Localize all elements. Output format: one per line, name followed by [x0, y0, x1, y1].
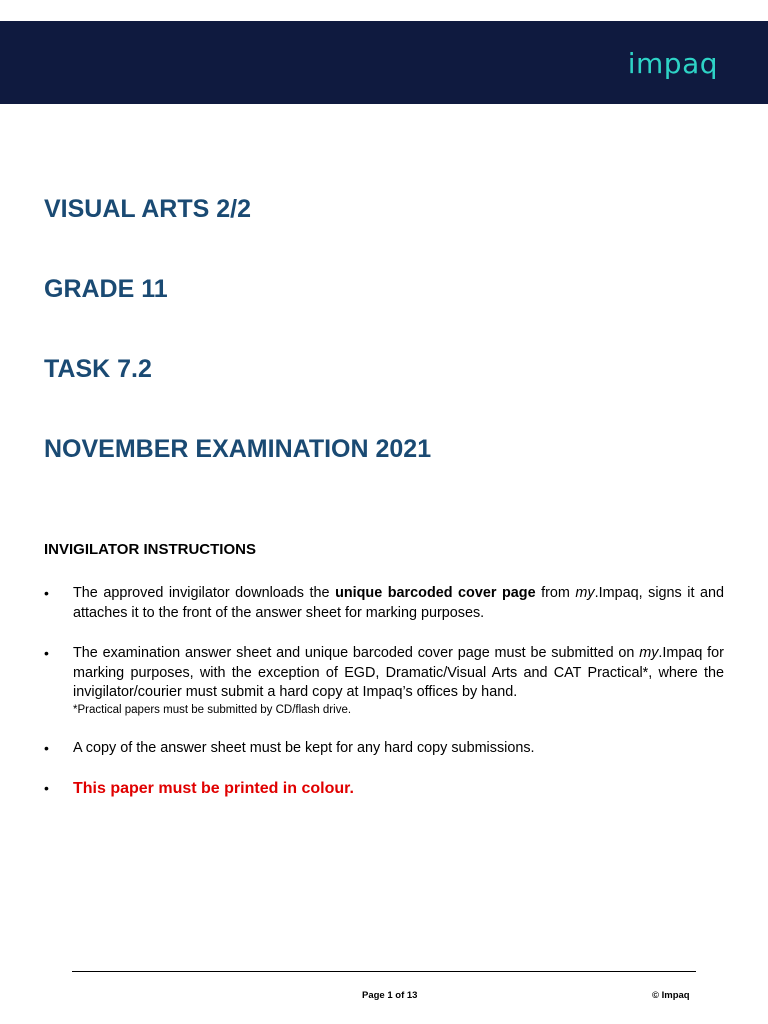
bullet-icon: •	[44, 780, 49, 796]
impaq-logo: impaq	[627, 47, 718, 80]
instruction-item-2: • The examination answer sheet and unique barcoded cover page must be submitted on my.Impaq for marking purposes, with the exception of EGD, Dramatic/Visual Arts and CAT Practical*, where the invigilator/courier must submit a hard copy at Impaq’s offices by hand. *Practical papers must be submitted by CD/flash drive.	[44, 645, 724, 716]
page-number: Page 1 of 13	[362, 990, 418, 1001]
copyright: © Impaq	[652, 990, 690, 1001]
bullet-icon: •	[44, 645, 49, 661]
grade-title: GRADE 11	[44, 275, 168, 303]
bullet-icon: •	[44, 585, 49, 601]
subject-title: VISUAL ARTS 2/2	[44, 195, 251, 223]
instructions-list	[44, 584, 724, 799]
instruction-item-1: • The approved invigilator downloads the unique barcoded cover page from my.Impaq, signs it and attaches it to the front of the answer sheet for marking purposes.	[44, 585, 724, 621]
exam-title: NOVEMBER EXAMINATION 2021	[44, 435, 432, 463]
invigilator-instructions-heading: INVIGILATOR INSTRUCTIONS	[44, 541, 256, 558]
instruction-item-3: • A copy of the answer sheet must be kept for any hard copy submissions.	[44, 739, 724, 759]
footer-divider	[72, 971, 696, 972]
header-band	[0, 21, 768, 104]
instruction-item-4: • This paper must be printed in colour.	[44, 780, 354, 797]
instruction-note: *Practical papers must be submitted by CD/flash drive.	[73, 703, 352, 716]
bullet-icon: •	[44, 739, 49, 756]
task-title: TASK 7.2	[44, 355, 152, 383]
